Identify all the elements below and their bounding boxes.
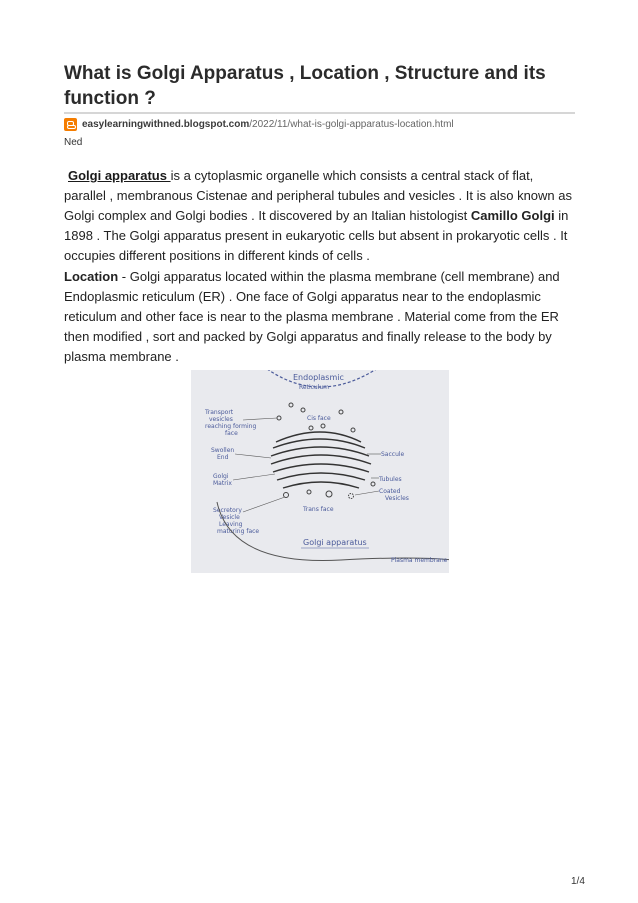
vesicle <box>321 424 325 428</box>
vesicle <box>309 426 313 430</box>
title-divider <box>64 112 575 114</box>
diagram-caption: Golgi apparatus <box>303 538 367 547</box>
plasma-membrane-label: Plasma membrane <box>391 557 448 564</box>
vesicle <box>371 482 375 486</box>
intro-paragraph <box>64 166 576 266</box>
secretory-label-4: maturing face <box>217 528 260 535</box>
intro-text-b: in 1898 . The Golgi apparatus present in eukaryotic cells but absent in prokaryotic cells . It occupies different positions in different kinds of cells . <box>64 208 569 263</box>
vesicle <box>289 403 293 407</box>
vesicle <box>339 410 343 414</box>
cisterna <box>277 473 365 480</box>
tubules-label: Tubules <box>379 476 402 483</box>
coated-vesicles-label-2: Vesicles <box>385 495 409 502</box>
secretory-label-3: Leaving <box>219 521 243 528</box>
location-text: - Golgi apparatus located within the plasma membrane (cell membrane) and Endoplasmic reticulum (ER) . One face of Golgi apparatus near to the endoplasmic reticulum and other face is near to the plasma membrane . Material come from the ER then modified , sort and packed by Golgi apparatus and finally release to the body by plasma membrane . <box>64 269 560 364</box>
swollen-end-label-1: Swollen <box>211 447 235 454</box>
golgi-matrix-label-1: Golgi <box>213 473 229 480</box>
er-label: Endoplasmic <box>293 373 344 382</box>
source-domain[interactable]: easylearningwithned.blogspot.com <box>82 118 250 130</box>
trans-face-label: Trans face <box>303 506 334 513</box>
transport-label-2: vesicles <box>209 416 233 423</box>
leader-line <box>243 418 277 420</box>
cisterna <box>276 432 361 442</box>
golgi-diagram <box>191 370 449 573</box>
vesicle <box>326 491 332 497</box>
vesicle <box>307 490 311 494</box>
cis-face-label: Cis face <box>307 415 331 422</box>
golgi-apparatus-link[interactable]: Golgi apparatus <box>68 168 171 183</box>
page-number: 1/4 <box>571 876 585 887</box>
article-title: What is Golgi Apparatus , Location , Structure and its function ? <box>64 63 546 109</box>
transport-label-3: reaching forming <box>205 423 257 430</box>
leader-line <box>235 454 271 458</box>
source-line <box>64 116 454 132</box>
secretory-label-1: Secretory <box>213 507 242 514</box>
cisterna <box>271 455 371 464</box>
cisterna <box>273 464 369 472</box>
coated-vesicles-label-1: Coated <box>379 488 401 495</box>
transport-label-4: face <box>225 430 238 437</box>
leader-line <box>243 497 285 512</box>
er-label-2: Reticulum <box>299 384 330 391</box>
source-path[interactable]: /2022/11/what-is-golgi-apparatus-location.html <box>249 118 454 130</box>
intro-text-a: is a cytoplasmic organelle which consists a central stack of flat, parallel , membranous Cistenae and peripheral tubules and vesicles . It is also known as Golgi complex and Golgi bodies . It discovered by an Italian histologist <box>64 168 572 223</box>
location-paragraph <box>64 267 576 367</box>
blogger-icon <box>64 118 77 131</box>
vesicle <box>277 416 281 420</box>
swollen-end-label-2: End <box>217 454 229 461</box>
golgi-diagram-drawing <box>191 370 449 573</box>
transport-label-1: Transport <box>205 409 234 416</box>
cisternae-stack <box>271 432 371 488</box>
cisterna <box>283 482 359 488</box>
golgi-matrix-label-2: Matrix <box>213 480 232 487</box>
location-label: Location <box>64 269 119 284</box>
vesicle <box>351 428 355 432</box>
vesicle <box>301 408 305 412</box>
saccule-label: Saccule <box>381 451 405 458</box>
author-name: Ned <box>64 137 83 148</box>
leader-line <box>355 491 379 495</box>
leader-line <box>233 474 275 480</box>
scientist-name: Camillo Golgi <box>470 208 555 223</box>
vesicle <box>284 493 289 498</box>
secretory-label-2: Vesicle <box>219 514 240 521</box>
coated-vesicle <box>349 494 354 499</box>
